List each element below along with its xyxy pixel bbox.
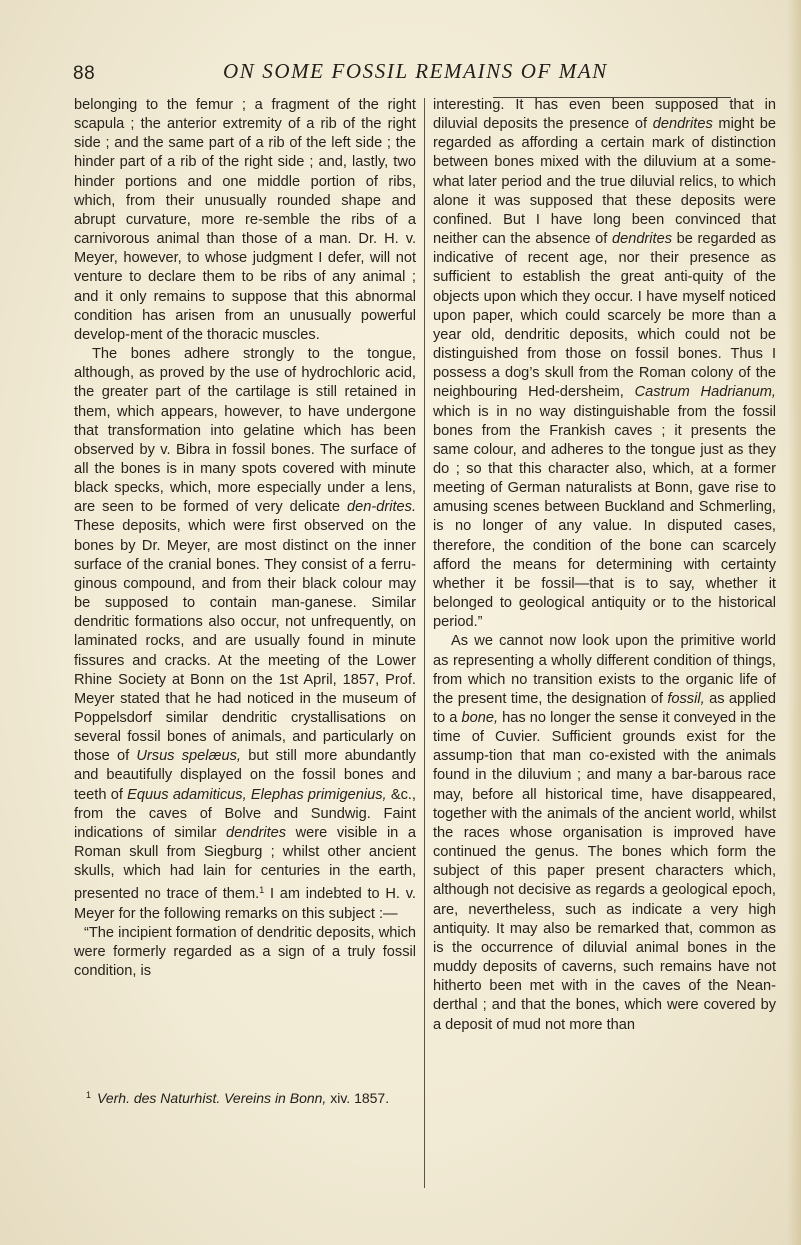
italic-term: Ursus spelæus, [136, 748, 241, 765]
page-number: 88 [73, 63, 96, 84]
text-run: has no longer the sense it conveyed in the time of Cuvier. Sufficient grounds exist for the assump-tion that man co-existed with the animals found in the diluvium ; and many a bar-barous race may, before all historical time, have disappeared, together with the animals of the ancient world, whilst the races whose organisation is improved have continued the genus. The bones which form the subject of this paper present characters which, although not decisive as regards a geological epoch, are, nevertheless, such as indicate a very high antiquity. It may also be remarked that, common as is the occurrence of diluvial animal bones in the muddy deposits of caverns, such remains have not hitherto been met with in the caves of the Nean-derthal ; and that the bones, which were covered by a deposit of mud not more than [433, 710, 776, 1033]
footnote-citation: Verh. des Naturhist. Vereins in Bonn, [97, 1090, 327, 1106]
paragraph [433, 632, 776, 1034]
paragraph: belonging to the femur ; a fragment of the right scapula ; the anterior extremity of a rib of the right side ; and the same part of a rib of the left side ; the hinder part of a rib of the right side ; and, lastly, two hinder portions and one middle portion of ribs, which, from their unusually rounded shape and abrupt curvature, more re-semble the ribs of a carnivorous animal than those of a man. Dr. H. v. Meyer, however, to whose judgment I defer, will not venture to declare them to be ribs of any animal ; and it only remains to suppose that this abnormal condition has arisen from an unusually powerful develop-ment of the thoracic muscles. [74, 97, 416, 343]
right-column [433, 96, 776, 1035]
quote-paragraph: “The incipient formation of dendritic deposits, which were formerly regarded as a sign of a truly fossil condition, is [74, 924, 416, 980]
column-divider [424, 98, 425, 1188]
text-run: but still more abundantly and beautifully displayed on the fossil bones and teeth of [74, 748, 416, 803]
text-run: These deposits, which were first observed on the bones by Dr. Meyer, are most distinct on the inner surface of the cranial bones. They consist of a ferru-ginous compound, and from their black colour may be supposed to contain man-ganese. Similar dendritic formations also occur, not unfrequently, on laminated rocks, and are usually found in minute fissures and cracks. At the meeting of the Lower Rhine Society at Bonn on the 1st April, 1857, Prof. Meyer stated that he had noticed in the museum of Poppelsdorf similar dendritic crystallisations on several fossil bones of animals, and particularly on those of [74, 518, 416, 765]
text-run: as applied to a [433, 690, 776, 726]
text-run: The bones adhere strongly to the tongue, although, as proved by the use of hydrochloric acid, the greater part of the cartilage is still retained in them, which appears, however, to have undergone that transformation into gelatine which has been observed by v. Bibra in fossil bones. The surface of all the bones is in many spots covered with minute black specks, which, more especially under a lens, are seen to be formed of very delicate [74, 346, 416, 516]
italic-term: dendrites [611, 231, 673, 248]
text-run: be regarded as indicative of recent age, nor their presence as sufficient to establish the great anti-quity of the objects upon which they occur. I have myself noticed upon paper, which could scarcely be more than a year old, dendritic deposits, which could not be distinguished from those on fossil bones. Thus I possess a dog’s skull from the Roman colony of the neighbouring Hed-dersheim, [433, 231, 776, 401]
italic-term: Castrum Hadrianum, [634, 384, 776, 401]
footnote [74, 1086, 416, 1108]
footnote-number: 1 [86, 1090, 92, 1100]
text-run: I am indebted to H. v. Meyer for the following remarks on this subject :— [74, 886, 416, 922]
footnote-marker: 1 [259, 885, 265, 896]
italic-term: dendrites [652, 116, 713, 133]
text-run: which is in no way distinguishable from the fossil bones from the Frankish caves ; it presents the same colour, and adheres to the tongue just as they do ; so that this character also, which, at a former meeting of German naturalists at Bonn, gave rise to amusing scenes between Buckland and Schmerling, is no longer of any value. In disputed cases, therefore, the condition of the bone can scarcely afford the means for determining with certainty whether it be fossil—that is to say, whether it belonged to geological antiquity or to the historical period.” [433, 403, 776, 631]
text-run: &c., from the caves of Bolve and Sundwig. Faint indications of similar [74, 786, 416, 841]
italic-term: dendrites [226, 824, 287, 841]
text-run: might be regarded as affording a certain mark of distinction between bones mixed with the diluvium at a some-what later period and the true diluvial relics, to which alone it was supposed that these deposits were confined. But I have long been convinced that neither can the absence of [433, 116, 776, 248]
italic-term: bone, [461, 710, 499, 726]
page-edge-shadow [787, 0, 801, 1245]
paragraph [74, 345, 416, 924]
running-title: ON SOME FOSSIL REMAINS OF MAN [223, 59, 608, 83]
paragraph [433, 96, 776, 632]
footnote-rest: xiv. 1857. [326, 1090, 390, 1106]
page-header [73, 57, 763, 91]
text-run: As we cannot now look upon the primitive world as representing a wholly different condition of things, from which no transition exists to the organic life of the present time, the designation of [433, 633, 776, 707]
text-run: interesting. It has even been supposed that in diluvial deposits the presence of [433, 97, 776, 133]
text-run: were visible in a Roman skull from Siegburg ; whilst other ancient skulls, which had lain for centuries in the earth, presented no trace of them. [74, 824, 416, 903]
italic-term: den-drites. [347, 499, 416, 516]
left-column [74, 96, 416, 981]
italic-term: Equus adamiticus, Elephas primigenius, [127, 786, 387, 803]
italic-term: fossil, [667, 690, 705, 707]
